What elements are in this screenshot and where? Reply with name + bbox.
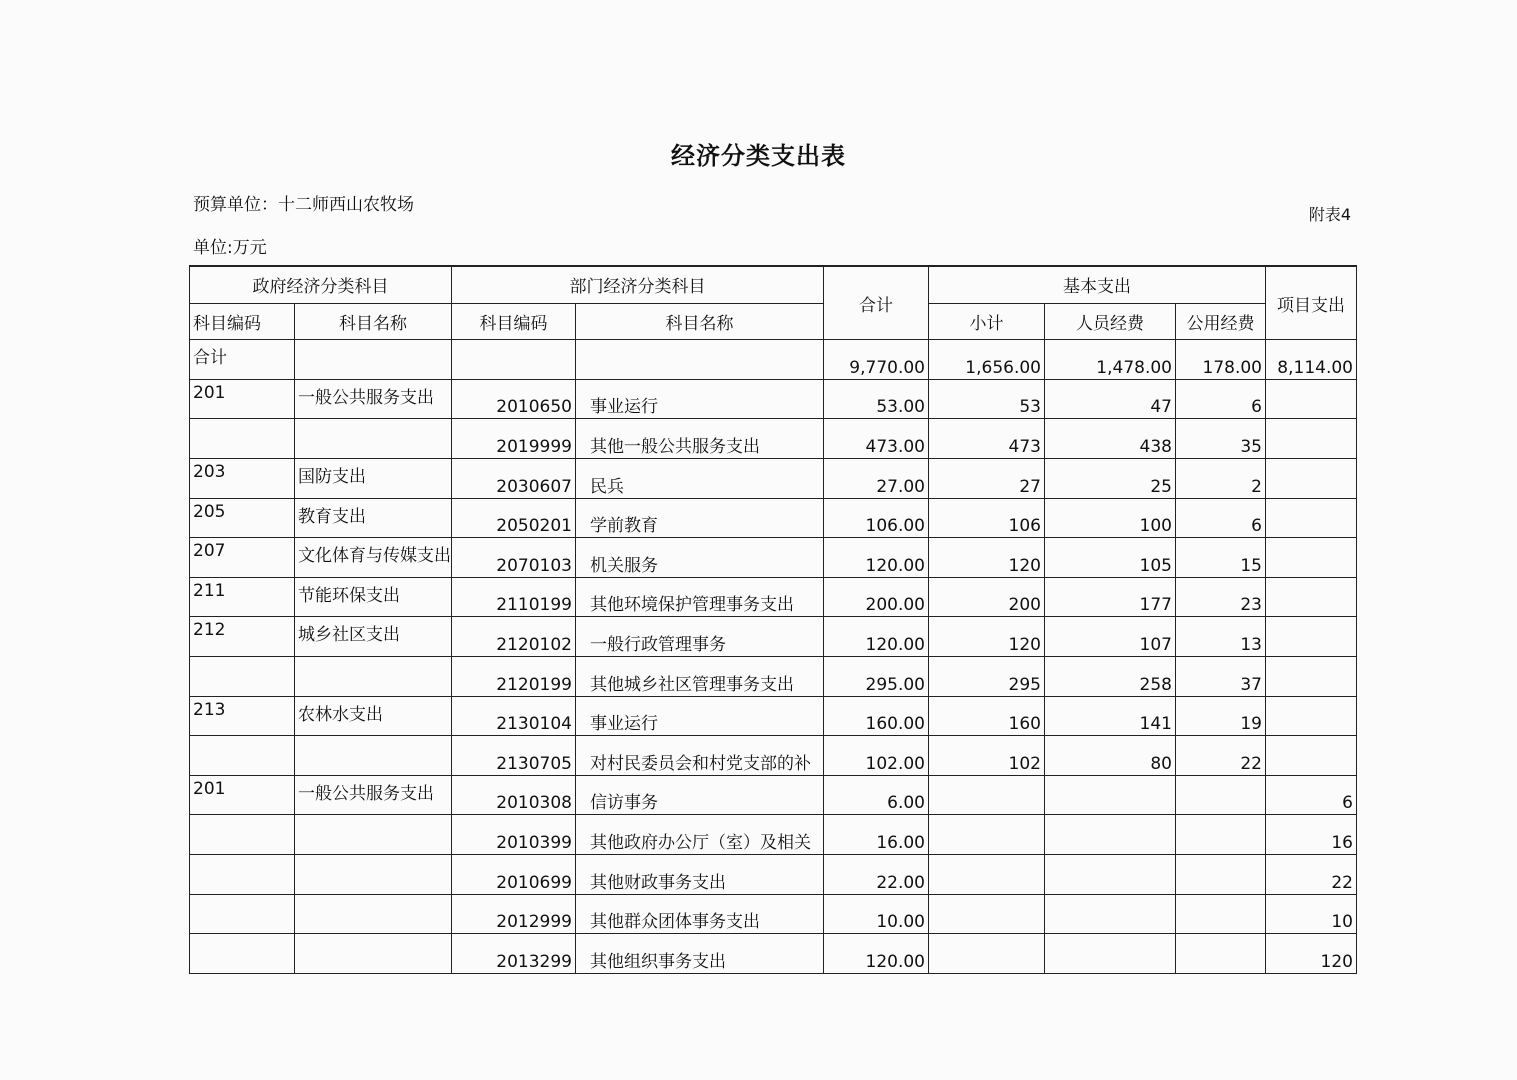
cell-dept-name: 事业运行 — [576, 379, 824, 419]
cell-project: 16 — [1266, 815, 1357, 855]
cell-dept-name: 其他财政事务支出 — [576, 854, 824, 894]
cell-total: 106.00 — [824, 498, 929, 538]
cell-project — [1266, 419, 1357, 459]
cell-gov-name — [295, 736, 452, 776]
cell-gov-name — [295, 934, 452, 974]
cell-gov-name — [295, 419, 452, 459]
cell-public: 37 — [1176, 656, 1266, 696]
cell-gov-name: 城乡社区支出 — [295, 617, 452, 657]
table-row — [190, 736, 1357, 776]
cell-gov-name — [295, 854, 452, 894]
cell-dept-code: 2120199 — [452, 656, 576, 696]
header-gov-group: 政府经济分类科目 — [190, 266, 452, 303]
cell-dept-name: 信访事务 — [576, 775, 824, 815]
cell-personnel: 105 — [1045, 538, 1176, 578]
table-row — [190, 775, 1357, 815]
cell-dept-code: 2110199 — [452, 577, 576, 617]
cell-dept-name: 其他政府办公厅（室）及相关 — [576, 815, 824, 855]
cell-gov-name: 文化体育与传媒支出 — [295, 538, 452, 578]
cell-subtotal: 106 — [929, 498, 1045, 538]
cell-gov-code — [190, 656, 295, 696]
cell-total: 120.00 — [824, 617, 929, 657]
cell-personnel: 107 — [1045, 617, 1176, 657]
cell-gov-name: 一般公共服务支出 — [295, 775, 452, 815]
cell-project — [1266, 617, 1357, 657]
cell-dept-code: 2050201 — [452, 498, 576, 538]
header-total: 合计 — [824, 266, 929, 340]
cell-dept-code: 2010650 — [452, 379, 576, 419]
cell-personnel: 25 — [1045, 458, 1176, 498]
cell-total: 10.00 — [824, 894, 929, 934]
header-subtotal: 小计 — [929, 303, 1045, 340]
table-row — [190, 458, 1357, 498]
cell-personnel: 80 — [1045, 736, 1176, 776]
expenditure-table — [189, 265, 1357, 974]
cell-total: 200.00 — [824, 577, 929, 617]
cell-gov-name — [295, 340, 452, 380]
cell-personnel — [1045, 815, 1176, 855]
cell-gov-code: 211 — [190, 577, 295, 617]
cell-dept-code: 2070103 — [452, 538, 576, 578]
cell-dept-name: 其他环境保护管理事务支出 — [576, 577, 824, 617]
cell-total: 27.00 — [824, 458, 929, 498]
cell-project: 22 — [1266, 854, 1357, 894]
cell-public — [1176, 854, 1266, 894]
cell-dept-code: 2010699 — [452, 854, 576, 894]
cell-personnel — [1045, 934, 1176, 974]
cell-dept-code: 2130705 — [452, 736, 576, 776]
cell-public: 2 — [1176, 458, 1266, 498]
cell-subtotal — [929, 854, 1045, 894]
cell-subtotal: 120 — [929, 538, 1045, 578]
cell-public — [1176, 775, 1266, 815]
cell-gov-code — [190, 934, 295, 974]
cell-project — [1266, 577, 1357, 617]
cell-gov-name: 一般公共服务支出 — [295, 379, 452, 419]
cell-project — [1266, 736, 1357, 776]
table-row — [190, 894, 1357, 934]
cell-subtotal: 1,656.00 — [929, 340, 1045, 380]
cell-total: 120.00 — [824, 934, 929, 974]
cell-gov-code — [190, 854, 295, 894]
header-basic-group: 基本支出 — [929, 266, 1266, 303]
cell-public: 22 — [1176, 736, 1266, 776]
cell-personnel: 258 — [1045, 656, 1176, 696]
cell-dept-name: 一般行政管理事务 — [576, 617, 824, 657]
cell-personnel — [1045, 854, 1176, 894]
cell-total: 295.00 — [824, 656, 929, 696]
cell-public — [1176, 894, 1266, 934]
cell-dept-name: 其他一般公共服务支出 — [576, 419, 824, 459]
cell-project — [1266, 379, 1357, 419]
table-row — [190, 854, 1357, 894]
table-row — [190, 696, 1357, 736]
cell-gov-name — [295, 656, 452, 696]
cell-gov-name — [295, 894, 452, 934]
cell-total: 120.00 — [824, 538, 929, 578]
cell-personnel: 177 — [1045, 577, 1176, 617]
cell-project: 8,114.00 — [1266, 340, 1357, 380]
cell-subtotal — [929, 894, 1045, 934]
cell-dept-code: 2010399 — [452, 815, 576, 855]
cell-public — [1176, 815, 1266, 855]
cell-project — [1266, 656, 1357, 696]
table-row — [190, 815, 1357, 855]
table-body — [190, 340, 1357, 974]
cell-subtotal: 120 — [929, 617, 1045, 657]
cell-gov-code: 203 — [190, 458, 295, 498]
cell-total: 53.00 — [824, 379, 929, 419]
cell-project — [1266, 498, 1357, 538]
header-dept-code: 科目编码 — [452, 303, 576, 340]
cell-total: 6.00 — [824, 775, 929, 815]
cell-subtotal — [929, 775, 1045, 815]
header-personnel: 人员经费 — [1045, 303, 1176, 340]
cell-project — [1266, 696, 1357, 736]
cell-gov-code: 207 — [190, 538, 295, 578]
cell-dept-code: 2120102 — [452, 617, 576, 657]
cell-gov-name: 国防支出 — [295, 458, 452, 498]
table-row — [190, 419, 1357, 459]
cell-dept-name: 民兵 — [576, 458, 824, 498]
cell-personnel: 1,478.00 — [1045, 340, 1176, 380]
cell-total: 473.00 — [824, 419, 929, 459]
cell-dept-code: 2030607 — [452, 458, 576, 498]
budget-unit-label: 预算单位：十二师西山农牧场 — [193, 195, 414, 215]
cell-subtotal: 53 — [929, 379, 1045, 419]
table-row — [190, 577, 1357, 617]
cell-project: 6 — [1266, 775, 1357, 815]
cell-dept-name: 其他组织事务支出 — [576, 934, 824, 974]
cell-dept-name: 学前教育 — [576, 498, 824, 538]
cell-public: 6 — [1176, 498, 1266, 538]
cell-public — [1176, 934, 1266, 974]
cell-project: 10 — [1266, 894, 1357, 934]
cell-public: 35 — [1176, 419, 1266, 459]
cell-dept-code: 2010308 — [452, 775, 576, 815]
cell-gov-code: 合计 — [190, 340, 295, 380]
cell-project — [1266, 538, 1357, 578]
cell-gov-code — [190, 894, 295, 934]
cell-dept-name: 机关服务 — [576, 538, 824, 578]
cell-total: 160.00 — [824, 696, 929, 736]
cell-gov-name: 节能环保支出 — [295, 577, 452, 617]
cell-gov-code — [190, 736, 295, 776]
cell-dept-name: 其他城乡社区管理事务支出 — [576, 656, 824, 696]
cell-gov-code: 201 — [190, 775, 295, 815]
header-dept-group: 部门经济分类科目 — [452, 266, 824, 303]
cell-dept-name: 其他群众团体事务支出 — [576, 894, 824, 934]
cell-dept-code: 2019999 — [452, 419, 576, 459]
table-row — [190, 656, 1357, 696]
cell-dept-code: 2013299 — [452, 934, 576, 974]
header-public: 公用经费 — [1176, 303, 1266, 340]
cell-total: 9,770.00 — [824, 340, 929, 380]
cell-gov-code: 213 — [190, 696, 295, 736]
cell-total: 22.00 — [824, 854, 929, 894]
cell-subtotal: 473 — [929, 419, 1045, 459]
header-project: 项目支出 — [1266, 266, 1357, 340]
cell-dept-code — [452, 340, 576, 380]
header-dept-name: 科目名称 — [576, 303, 824, 340]
cell-dept-name: 对村民委员会和村党支部的补 — [576, 736, 824, 776]
table-row — [190, 934, 1357, 974]
cell-public: 6 — [1176, 379, 1266, 419]
cell-public: 15 — [1176, 538, 1266, 578]
cell-gov-name: 教育支出 — [295, 498, 452, 538]
cell-gov-code — [190, 419, 295, 459]
table-row — [190, 498, 1357, 538]
cell-public: 19 — [1176, 696, 1266, 736]
cell-public: 13 — [1176, 617, 1266, 657]
cell-gov-code: 205 — [190, 498, 295, 538]
cell-public: 23 — [1176, 577, 1266, 617]
cell-total: 16.00 — [824, 815, 929, 855]
cell-dept-name: 事业运行 — [576, 696, 824, 736]
cell-total: 102.00 — [824, 736, 929, 776]
cell-subtotal — [929, 934, 1045, 974]
cell-gov-code: 212 — [190, 617, 295, 657]
cell-subtotal — [929, 815, 1045, 855]
cell-dept-code: 2130104 — [452, 696, 576, 736]
cell-public: 178.00 — [1176, 340, 1266, 380]
cell-subtotal: 200 — [929, 577, 1045, 617]
cell-gov-code: 201 — [190, 379, 295, 419]
cell-gov-name — [295, 815, 452, 855]
table-row — [190, 379, 1357, 419]
cell-subtotal: 102 — [929, 736, 1045, 776]
cell-dept-name — [576, 340, 824, 380]
cell-personnel: 47 — [1045, 379, 1176, 419]
unit-label: 单位:万元 — [193, 238, 267, 258]
cell-personnel: 141 — [1045, 696, 1176, 736]
cell-personnel — [1045, 775, 1176, 815]
cell-project: 120 — [1266, 934, 1357, 974]
table-row — [190, 617, 1357, 657]
cell-subtotal: 160 — [929, 696, 1045, 736]
cell-dept-code: 2012999 — [452, 894, 576, 934]
cell-personnel: 438 — [1045, 419, 1176, 459]
table-row — [190, 340, 1357, 380]
cell-gov-name: 农林水支出 — [295, 696, 452, 736]
cell-subtotal: 295 — [929, 656, 1045, 696]
header-gov-code: 科目编码 — [190, 303, 295, 340]
page-title: 经济分类支出表 — [671, 142, 846, 170]
header-gov-name: 科目名称 — [295, 303, 452, 340]
cell-personnel — [1045, 894, 1176, 934]
cell-project — [1266, 458, 1357, 498]
cell-personnel: 100 — [1045, 498, 1176, 538]
cell-gov-code — [190, 815, 295, 855]
attachment-label: 附表4 — [1308, 205, 1351, 224]
cell-subtotal: 27 — [929, 458, 1045, 498]
table-row — [190, 538, 1357, 578]
